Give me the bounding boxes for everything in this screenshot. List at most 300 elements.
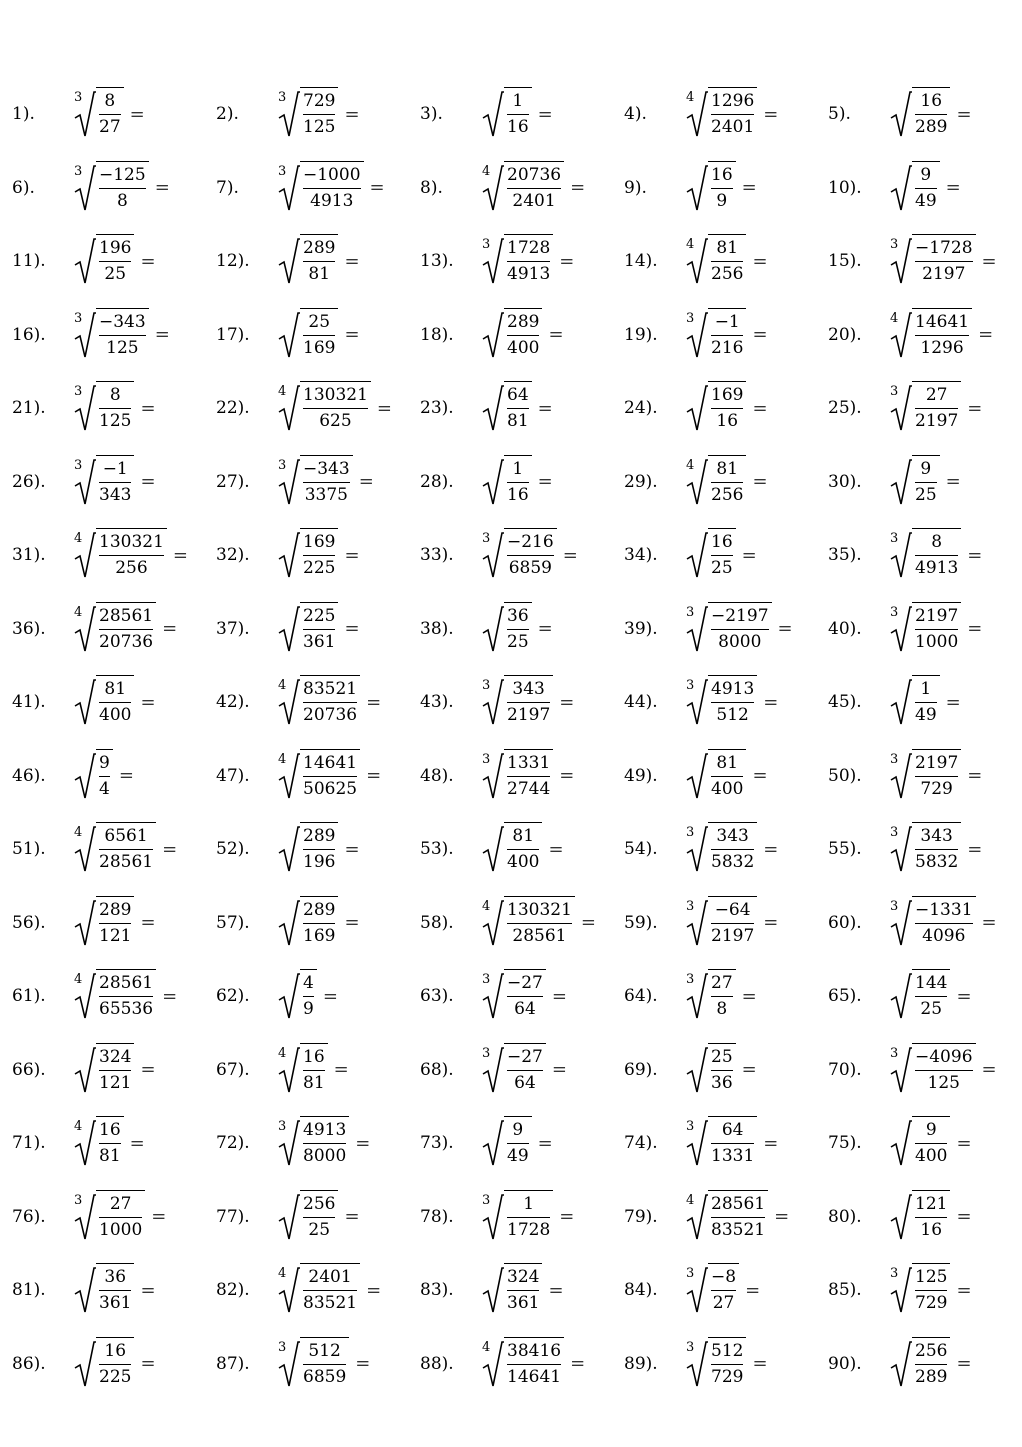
root-index: 3	[686, 310, 695, 326]
problem-item	[12, 1260, 216, 1320]
root-index: 3	[278, 90, 287, 105]
equals-sign: =	[140, 691, 156, 713]
fraction	[708, 455, 746, 507]
fraction	[708, 1116, 757, 1168]
equals-sign: =	[967, 838, 983, 860]
problem-item	[420, 1113, 624, 1173]
denominator: 1728	[507, 1219, 551, 1240]
problem-item	[12, 893, 216, 953]
problem-item	[828, 966, 1022, 1026]
fraction	[912, 822, 961, 874]
radical	[684, 819, 757, 879]
denominator: 343	[99, 484, 132, 505]
problem-item	[216, 1334, 420, 1394]
denominator: 25	[711, 558, 733, 578]
numerator: 343	[512, 679, 545, 699]
radical	[72, 1040, 134, 1100]
equals-sign: =	[774, 1206, 790, 1227]
numerator: −27	[507, 973, 543, 993]
radical	[888, 525, 961, 585]
equals-sign: =	[140, 912, 156, 933]
equals-sign: =	[344, 103, 360, 125]
numerator: 256	[303, 1193, 336, 1214]
equals-sign: =	[344, 250, 360, 272]
numerator: 1728	[507, 238, 551, 258]
numerator: 16	[303, 1046, 325, 1067]
numerator: 38416	[507, 1340, 562, 1361]
fraction-bar	[303, 335, 335, 336]
problem-item	[12, 305, 216, 365]
numerator: 289	[303, 826, 336, 846]
root-index: 4	[686, 1192, 695, 1208]
radical	[684, 452, 746, 512]
root-index: 3	[278, 457, 287, 473]
radical-sign-icon	[888, 970, 912, 1022]
denominator: 2401	[711, 117, 755, 137]
denominator: 125	[99, 411, 132, 431]
root-index: 3	[74, 1192, 83, 1208]
denominator: 27	[99, 117, 121, 137]
radical	[684, 1334, 746, 1394]
radical	[276, 1113, 349, 1173]
root-index: 3	[686, 678, 695, 693]
denominator: 4913	[507, 264, 551, 284]
problem-number: 53).	[420, 839, 454, 859]
problem-item	[12, 1040, 216, 1100]
root-index: 4	[74, 604, 83, 620]
fraction-bar	[303, 482, 350, 483]
fraction-bar	[915, 261, 973, 262]
denominator: 729	[711, 1366, 744, 1387]
fraction-bar	[99, 923, 131, 924]
numerator: 512	[711, 1340, 744, 1361]
problem-item	[420, 452, 624, 512]
problem-item	[216, 819, 420, 879]
denominator: 400	[99, 705, 132, 725]
problem-number: 63).	[420, 986, 454, 1006]
numerator: 83521	[303, 679, 358, 699]
denominator: 1296	[920, 337, 964, 358]
root-index: 3	[686, 604, 695, 620]
fraction-bar	[711, 555, 733, 556]
radical	[684, 1187, 768, 1247]
root-index: 3	[74, 90, 83, 105]
fraction	[708, 308, 746, 360]
problem-item	[216, 84, 420, 144]
root-index: 3	[686, 972, 695, 987]
numerator: 28561	[711, 1193, 766, 1214]
denominator: 400	[711, 778, 744, 799]
radical	[276, 525, 338, 585]
radical	[276, 305, 338, 365]
numerator: 343	[920, 826, 953, 846]
fraction-bar	[507, 1290, 539, 1291]
denominator: 81	[308, 264, 331, 284]
problem-number: 15).	[828, 251, 862, 271]
fraction	[300, 1043, 328, 1095]
numerator: 25	[711, 1046, 733, 1067]
radical	[888, 1260, 950, 1320]
numerator: −125	[99, 164, 146, 185]
denominator: 81	[303, 1072, 325, 1093]
equals-sign: =	[967, 618, 983, 639]
fraction	[708, 602, 772, 654]
fraction	[300, 528, 338, 580]
radical	[72, 893, 134, 953]
problem-item	[828, 1040, 1022, 1100]
equals-sign: =	[741, 177, 757, 198]
equals-sign: =	[981, 250, 997, 272]
equals-sign: =	[140, 397, 156, 419]
problem-item	[828, 158, 1022, 218]
problem-item	[624, 84, 828, 144]
equals-sign: =	[369, 177, 385, 198]
fraction-bar	[507, 408, 529, 409]
denominator: 1000	[99, 1219, 143, 1240]
radical-sign-icon	[888, 1338, 912, 1390]
radical	[888, 452, 940, 512]
fraction	[504, 528, 557, 580]
root-index: 4	[278, 1045, 287, 1061]
radical	[72, 1113, 124, 1173]
denominator: 289	[915, 117, 948, 137]
fraction-bar	[711, 188, 733, 189]
problem-number: 79).	[624, 1206, 658, 1227]
numerator: 256	[915, 1340, 948, 1361]
radical	[276, 819, 338, 879]
numerator: 1	[523, 1193, 535, 1214]
fraction	[708, 1043, 736, 1095]
radical	[684, 1260, 739, 1320]
fraction-bar	[711, 261, 743, 262]
fraction	[96, 969, 156, 1021]
numerator: 27	[711, 973, 733, 993]
equals-sign: =	[537, 618, 553, 639]
denominator: 4	[99, 778, 110, 799]
radical	[480, 893, 575, 953]
denominator: 16	[507, 484, 529, 505]
fraction	[504, 161, 564, 213]
fraction	[912, 675, 940, 727]
problem-number: 82).	[216, 1280, 250, 1300]
fraction	[504, 822, 542, 874]
numerator: −343	[303, 458, 350, 479]
numerator: −4096	[915, 1046, 973, 1067]
fraction	[912, 528, 961, 580]
fraction	[912, 87, 950, 139]
fraction	[912, 896, 976, 948]
fraction-bar	[915, 776, 958, 777]
equals-sign: =	[366, 1279, 382, 1301]
fraction-bar	[303, 114, 335, 115]
equals-sign: =	[333, 1059, 349, 1080]
fraction	[96, 675, 134, 727]
equals-sign: =	[741, 544, 757, 566]
fraction	[300, 749, 360, 801]
fraction-bar	[99, 482, 131, 483]
fraction	[96, 1337, 134, 1389]
denominator: 361	[99, 1293, 132, 1313]
fraction	[708, 161, 736, 213]
problem-number: 33).	[420, 545, 454, 565]
equals-sign: =	[559, 1206, 575, 1227]
root-index: 4	[74, 825, 83, 840]
root-index: 3	[482, 237, 491, 252]
radical	[888, 158, 940, 218]
equals-sign: =	[945, 691, 961, 713]
equals-sign: =	[956, 1132, 972, 1154]
problem-item	[420, 966, 624, 1026]
numerator: 130321	[99, 532, 164, 552]
numerator: 169	[303, 532, 336, 552]
problem-number: 76).	[12, 1206, 46, 1227]
numerator: 81	[716, 238, 739, 258]
denominator: 8	[716, 999, 728, 1019]
radical	[72, 746, 113, 806]
fraction	[300, 381, 371, 433]
fraction-bar	[99, 996, 153, 997]
problem-number: 85).	[828, 1280, 862, 1300]
root-index: 3	[74, 384, 83, 399]
denominator: 50625	[303, 778, 358, 799]
denominator: 2197	[922, 264, 966, 284]
radical	[480, 1260, 542, 1320]
numerator: 27	[925, 385, 948, 405]
fraction-bar	[99, 849, 153, 850]
fraction	[96, 1190, 145, 1242]
radical	[888, 231, 976, 291]
problem-item	[420, 1260, 624, 1320]
fraction	[504, 1337, 564, 1389]
fraction-bar	[99, 702, 131, 703]
numerator: 2197	[915, 752, 959, 773]
problem-number: 41).	[12, 692, 46, 712]
equals-sign: =	[956, 985, 972, 1007]
problem-item	[12, 1113, 216, 1173]
denominator: 8000	[718, 631, 762, 652]
fraction-bar	[303, 629, 335, 630]
equals-sign: =	[763, 838, 779, 860]
radical-sign-icon	[684, 750, 708, 802]
denominator: 28561	[512, 925, 567, 946]
numerator: 14641	[303, 752, 358, 773]
radical	[276, 231, 338, 291]
problem-item	[828, 1334, 1022, 1394]
problem-item	[420, 599, 624, 659]
problem-item	[216, 158, 420, 218]
problem-item	[624, 378, 828, 438]
fraction-bar	[507, 923, 572, 924]
problem-item	[624, 746, 828, 806]
denominator: 216	[711, 337, 744, 358]
fraction	[912, 381, 961, 433]
denominator: 9	[303, 999, 314, 1019]
fraction	[708, 969, 736, 1021]
fraction-bar	[711, 482, 743, 483]
equals-sign: =	[355, 1353, 371, 1374]
numerator: 36	[104, 1267, 127, 1287]
fraction-bar	[915, 1364, 947, 1365]
denominator: 4913	[310, 190, 354, 211]
problem-number: 13).	[420, 251, 454, 271]
denominator: 25	[104, 264, 127, 284]
problem-number: 86).	[12, 1353, 46, 1374]
fraction	[504, 1190, 553, 1242]
problem-item	[420, 893, 624, 953]
radical-sign-icon	[276, 823, 300, 875]
numerator: −343	[99, 311, 146, 332]
problem-number: 48).	[420, 765, 454, 786]
radical	[72, 452, 134, 512]
denominator: 169	[303, 925, 336, 946]
denominator: 625	[319, 411, 352, 431]
denominator: 4096	[922, 925, 966, 946]
fraction	[504, 675, 553, 727]
radical	[684, 525, 736, 585]
numerator: 1	[920, 679, 932, 699]
equals-sign: =	[548, 1279, 564, 1301]
fraction	[912, 308, 972, 360]
radical	[888, 305, 972, 365]
equals-sign: =	[537, 1132, 553, 1154]
fraction	[504, 1263, 542, 1315]
fraction	[504, 234, 553, 286]
root-index: 4	[686, 90, 695, 105]
fraction	[96, 896, 134, 948]
equals-sign: =	[945, 177, 961, 198]
fraction-bar	[711, 1070, 733, 1071]
equals-sign: =	[162, 618, 178, 639]
denominator: 65536	[99, 999, 154, 1019]
equals-sign: =	[956, 1353, 972, 1374]
denominator: 8	[116, 190, 128, 211]
problem-number: 66).	[12, 1059, 46, 1080]
numerator: 1331	[507, 752, 551, 773]
numerator: 6561	[104, 826, 148, 846]
numerator: 64	[721, 1120, 744, 1140]
problem-number: 58).	[420, 912, 454, 933]
problem-item	[828, 1187, 1022, 1247]
problem-number: 40).	[828, 618, 862, 639]
fraction-bar	[711, 629, 769, 630]
equals-sign: =	[355, 1132, 371, 1154]
problem-item	[420, 305, 624, 365]
denominator: 20736	[99, 631, 154, 652]
radical	[276, 966, 317, 1026]
problem-item	[216, 1040, 420, 1100]
problem-number: 64).	[624, 986, 658, 1006]
denominator: 6859	[508, 558, 552, 578]
fraction	[96, 1263, 134, 1315]
equals-sign: =	[151, 1206, 167, 1227]
radical-sign-icon	[276, 529, 300, 581]
numerator: 225	[303, 605, 336, 626]
denominator: 121	[99, 925, 132, 946]
problem-number: 19).	[624, 324, 658, 345]
fraction	[300, 896, 338, 948]
problem-number: 70).	[828, 1059, 862, 1080]
fraction	[96, 602, 156, 654]
problem-item	[420, 672, 624, 732]
problem-item	[216, 525, 420, 585]
numerator: 196	[99, 238, 132, 258]
radical-sign-icon	[72, 750, 96, 802]
root-index: 4	[278, 751, 287, 767]
fraction	[504, 87, 532, 139]
numerator: 289	[303, 899, 336, 920]
fraction-bar	[711, 849, 754, 850]
equals-sign: =	[344, 324, 360, 345]
radical-sign-icon	[72, 897, 96, 949]
radical	[480, 231, 553, 291]
fraction-bar	[915, 335, 969, 336]
numerator: 169	[711, 385, 744, 405]
fraction-bar	[303, 1364, 346, 1365]
problem-item	[828, 231, 1022, 291]
numerator: 8	[931, 532, 943, 552]
radical	[888, 1187, 950, 1247]
radical	[684, 893, 757, 953]
root-index: 4	[74, 531, 83, 546]
numerator: 9	[925, 1120, 937, 1140]
fraction-bar	[915, 1143, 947, 1144]
equals-sign: =	[777, 618, 793, 639]
radical	[480, 1040, 546, 1100]
fraction-bar	[915, 408, 958, 409]
radical	[72, 966, 156, 1026]
radical-sign-icon	[480, 456, 504, 508]
radical	[276, 1260, 360, 1320]
problem-number: 87).	[216, 1353, 250, 1374]
denominator: 361	[507, 1293, 540, 1313]
radical	[72, 378, 134, 438]
fraction	[708, 675, 757, 727]
numerator: 2197	[915, 605, 959, 626]
equals-sign: =	[967, 544, 983, 566]
fraction	[504, 1043, 546, 1095]
problem-item	[420, 1334, 624, 1394]
denominator: 1000	[915, 631, 959, 652]
fraction	[96, 381, 134, 433]
problem-item	[216, 1187, 420, 1247]
fraction	[96, 308, 149, 360]
radical-sign-icon	[888, 676, 912, 728]
fraction	[300, 1337, 349, 1389]
denominator: 169	[303, 337, 336, 358]
radical	[276, 452, 353, 512]
radical-sign-icon	[480, 382, 504, 434]
problem-item	[216, 452, 420, 512]
problem-number: 50).	[828, 765, 862, 786]
problem-item	[420, 746, 624, 806]
equals-sign: =	[140, 250, 156, 272]
radical-sign-icon	[480, 309, 504, 361]
fraction-bar	[507, 1217, 550, 1218]
fraction-bar	[303, 702, 357, 703]
problem-item	[12, 231, 216, 291]
radical	[72, 231, 134, 291]
problem-number: 20).	[828, 324, 862, 345]
equals-sign: =	[763, 1132, 779, 1154]
radical	[888, 84, 950, 144]
radical	[72, 599, 156, 659]
fraction	[708, 87, 757, 139]
problem-number: 34).	[624, 545, 658, 565]
problem-item	[216, 231, 420, 291]
numerator: 4	[303, 973, 314, 993]
radical	[888, 893, 976, 953]
root-index: 4	[686, 237, 695, 252]
